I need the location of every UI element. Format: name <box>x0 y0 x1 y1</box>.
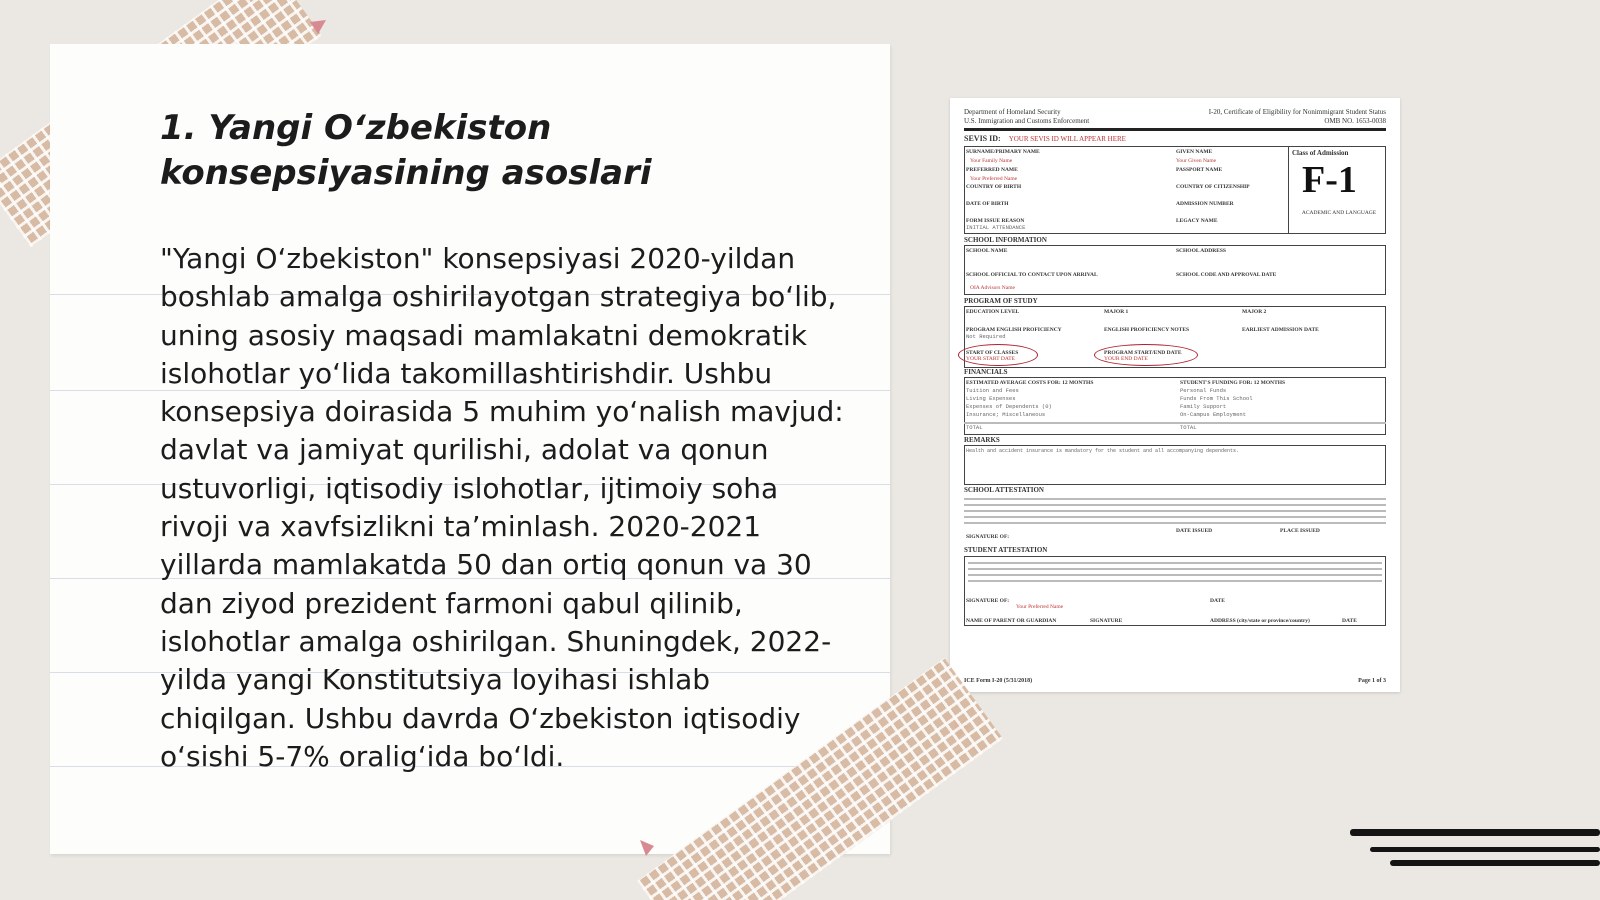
form-school-box <box>964 245 1386 295</box>
form-title: I-20, Certificate of Eligibility for Nonimmigrant Student Status OMB NO. 1653-0038 <box>1208 108 1386 125</box>
note-paper <box>50 44 890 854</box>
form-rule <box>964 128 1386 131</box>
pin-icon <box>640 840 656 856</box>
slide-body-text: "Yangi O‘zbekiston" konsepsiyasi 2020-yildan boshlab amalga oshirilayotgan strategiya bo‘lib, uning asosiy maqsadi mamlakatni demokratik islohotlar yo‘lida takomillashtirishdir. Ushbu konsepsiya doirasida 5 muhim yo‘nalish mavjud: davlat va jamiyat qurilishi, adolat va qonun ustuvorligi, iqtisodiy islohotlar, ijtimoiy soha rivoji va xavfsizlikni ta’minlash. 2020-2021 yillarda mamlakatda 50 dan ortiq qonun va 30 dan ziyod prezident farmoni qabul qilinib, islohotlar amalga oshirilgan. Shuningdek, 2022-yilda yangi Konstitutsiya loyihasi ishlab chiqilgan. Ushbu davrda O‘zbekiston iqtisodiy o‘sishi 5-7% oralig‘ida bo‘ldi. <box>160 242 844 773</box>
form-agency: Department of Homeland Security U.S. Immigration and Customs Enforcement <box>964 108 1090 125</box>
i20-form-image: Department of Homeland Security U.S. Immigration and Customs Enforcement I-20, Certificate of Eligibility for Nonimmigrant Student Status OMB NO. 1653-0038 SEVIS ID: YOUR SEVIS ID WILL APPEAR HERE SURNAME/PRIMARY NAME Your Family Name GIVEN NAME Your Given Name Class of Admission F-1 ACADEMIC AND LANGUAGE PREFERRED NAME Your Preferred Name PASSPORT NAME COUNTRY OF BIRTH COUNTRY OF CITIZENSHIP DATE OF BIRTH ADMISSION NUMBER FORM ISSUE REASON INITIAL ATTENDANCE LEGACY NAME SCHOOL INFORMATION SCHOOL NAME SCHOOL ADDRESS SCHOOL OFFICIAL TO CONTACT UPON ARRIVAL OIA Advisors Name SCHOOL CODE AND APPROVAL DATE PROGRAM OF STUDY EDUCATION LEVEL MAJOR 1 MAJOR 2 PROGRAM ENGLISH PROFICIENCY Not Required ENGLISH PROFICIENCY NOTES EARLIEST ADMISSION DATE START OF CLASSES YOUR START DATE PROGRAM START/END DATE YOUR END DATE FINANCIALS ESTIMATED AVERAGE COSTS FOR: 12 MONTHS STUDENT'S FUNDING FOR: 12 MONTHS Tuition and Fees Living Expenses Expenses of Dependents (0) Insurance; Miscellaneous Personal Funds Funds From This School Family Support On-Campus Employment TOTAL TOTAL REMARKS Health and accident insurance is mandatory for the student and all accompanying dependents. SCHOOL ATTESTATION SIGNATURE OF: DATE ISSUED PLACE ISSUED STUDENT ATTESTATION SIGNATURE OF: Your Preferred Name DATE NAME OF PARENT OR GUARDIAN SIGNATURE ADDRESS (city/state or province/country) DATE ICE Form I-20 (5/31/2018) Page 1 of 3 <box>950 98 1400 692</box>
slide-title: 1. Yangi O‘zbekiston konsepsiyasining asoslari <box>160 108 652 193</box>
pin-icon <box>310 20 326 36</box>
form-sevis: SEVIS ID: YOUR SEVIS ID WILL APPEAR HERE <box>964 134 1126 143</box>
class-of-admission: F-1 <box>1302 159 1357 201</box>
form-student-box <box>964 556 1386 626</box>
brush-strokes <box>1350 820 1600 880</box>
